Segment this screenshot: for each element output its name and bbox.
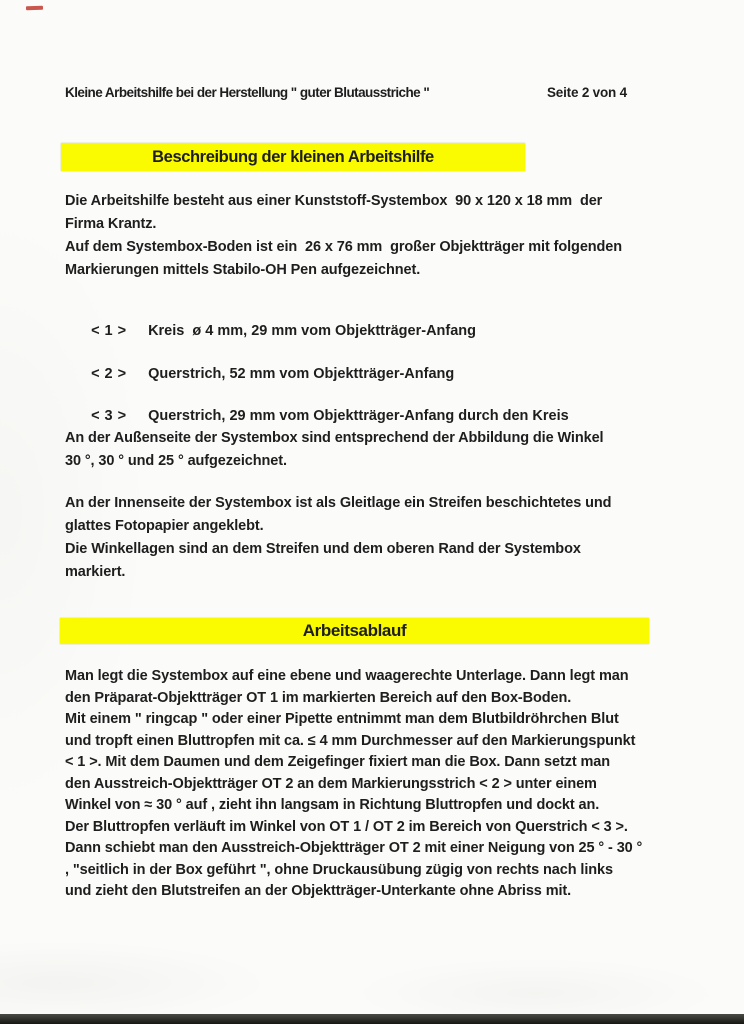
- marking-list-item-2: [83, 340, 455, 382]
- section-heading-description: [61, 143, 525, 171]
- body-text-line: und tropft einen Bluttropfen mit ca. ≤ 4 mm Durchmesser auf den Markierungspunkt: [65, 732, 636, 749]
- section-heading-procedure-label: Arbeitsablauf: [302, 621, 407, 640]
- document-header-title: Kleine Arbeitshilfe bei der Herstellung " guter Blutausstriche ": [65, 85, 430, 100]
- body-text-line: den Präparat-Objektträger OT 1 im markierten Bereich auf den Box-Boden.: [65, 689, 572, 706]
- procedure-paragraph: [65, 666, 642, 903]
- body-text-line: Mit einem " ringcap " oder einer Pipette entnimmt man dem Blutbildröhrchen Blut: [65, 711, 619, 727]
- body-text-line: markiert.: [65, 564, 126, 580]
- list-marker: < 3 >: [91, 408, 127, 424]
- body-text-line: den Ausstreich-Objektträger OT 2 an dem Markierungsstrich < 2 > unter einem: [65, 775, 597, 792]
- body-text-line: Auf dem Systembox-Boden ist ein 26 x 76 mm großer Objektträger mit folgenden: [65, 239, 623, 255]
- body-text-line: Der Bluttropfen verläuft im Winkel von OT 1 / OT 2 im Bereich von Querstrich < 3 >.: [65, 818, 628, 835]
- body-text-line: Man legt die Systembox auf eine ebene und waagerechte Unterlage. Dann legt man: [65, 668, 629, 684]
- intro-paragraph: [65, 190, 622, 282]
- body-text-line: Markierungen mittels Stabilo-OH Pen aufgezeichnet.: [65, 262, 421, 278]
- page-number-indicator: Seite 2 von 4: [547, 85, 627, 100]
- list-item-text: Kreis ø 4 mm, 29 mm vom Objektträger-Anfang: [148, 323, 477, 339]
- marking-list-item-1: [83, 297, 477, 339]
- scanner-edge-artifact: [0, 1014, 744, 1024]
- body-text-line: Firma Krantz.: [65, 216, 157, 232]
- body-text-line: An der Innenseite der Systembox ist als Gleitlage ein Streifen beschichtetes und: [65, 495, 612, 511]
- list-item-text: Querstrich, 29 mm vom Objektträger-Anfang durch den Kreis: [148, 408, 569, 424]
- body-text-line: An der Außenseite der Systembox sind entsprechend der Abbildung die Winkel: [65, 430, 604, 446]
- section-heading-description-label: Beschreibung der kleinen Arbeitshilfe: [152, 148, 434, 166]
- body-text-line: Winkel von ≈ 30 ° auf , zieht ihn langsam in Richtung Bluttropfen und dockt an.: [65, 797, 600, 813]
- pen-mark-artifact: [26, 6, 43, 11]
- body-text-line: und zieht den Blutstreifen an der Objektträger-Unterkante ohne Abriss mit.: [65, 883, 572, 899]
- body-text-line: < 1 >. Mit dem Daumen und dem Zeigefinger fixiert man die Box. Dann setzt man: [65, 754, 611, 770]
- list-marker: < 2 >: [91, 366, 127, 382]
- section-heading-procedure: [60, 618, 649, 644]
- list-item-text: Querstrich, 52 mm vom Objektträger-Anfang: [148, 366, 455, 382]
- body-text-line: Die Winkellagen sind an dem Streifen und dem oberen Rand der Systembox: [65, 541, 581, 557]
- body-text-line: , "seitlich in der Box geführt ", ohne Druckausübung zügig von rechts nach links: [65, 861, 613, 878]
- body-text-line: glattes Fotopapier angeklebt.: [65, 518, 264, 534]
- body-text-line: 30 °, 30 ° und 25 ° aufgezeichnet.: [65, 453, 287, 469]
- marking-list-item-3: [83, 382, 569, 424]
- list-marker: < 1 >: [91, 323, 127, 339]
- body-text-line: Dann schiebt man den Ausstreich-Objektträger OT 2 mit einer Neigung von 25 ° - 30 °: [65, 840, 643, 856]
- body-text-line: Die Arbeitshilfe besteht aus einer Kunststoff-Systembox 90 x 120 x 18 mm der: [65, 193, 603, 209]
- outside-paragraph: [65, 427, 603, 473]
- inside-paragraph: [65, 492, 611, 584]
